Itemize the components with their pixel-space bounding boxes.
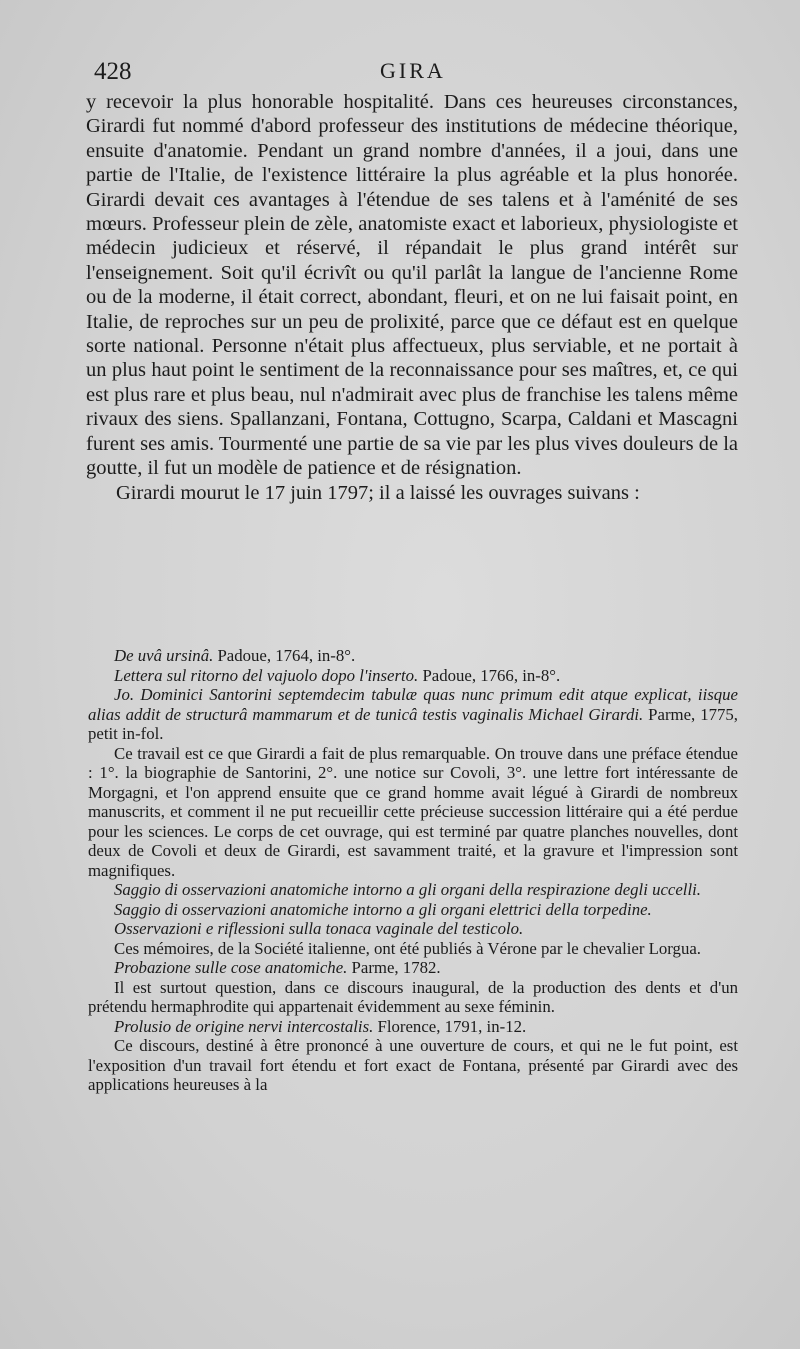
bibliography-entry bbox=[88, 646, 738, 666]
page-number: 428 bbox=[94, 58, 132, 85]
work-details: Ce discours, destiné à être prononcé à une ouverture de cours, et qui ne le fut point, est l'exposition d'un travail fort étendu et fort exact de Fontana, présenté par Girardi avec des applications heureuses à la bbox=[88, 1036, 738, 1094]
work-details: Parme, 1775, petit in-fol. bbox=[88, 704, 738, 743]
work-details: Padoue, 1764, in-8°. bbox=[213, 646, 356, 665]
work-details: Parme, 1782. bbox=[347, 958, 441, 977]
bibliography-entry bbox=[88, 958, 738, 978]
bibliography-entry bbox=[88, 666, 738, 686]
running-title: GIRA bbox=[380, 58, 446, 83]
work-details: Ces mémoires, de la Société italienne, ont été publiés à Vérone par le chevalier Lorgua. bbox=[114, 938, 701, 958]
bibliography-entry bbox=[88, 900, 738, 920]
bibliography-note bbox=[88, 978, 738, 1017]
work-details: Il est surtout question, dans ce discours inaugural, de la production des dents et d'un prétendu hermaphrodite qui appartenait évidemment au sexe féminin. bbox=[88, 977, 738, 1016]
work-title: Saggio di osservazioni anatomiche intorno a gli organi elettrici della torpedine. bbox=[114, 899, 652, 919]
page-header bbox=[90, 58, 740, 88]
bibliography-note bbox=[88, 744, 738, 881]
work-title: De uvâ ursinâ. bbox=[114, 646, 214, 665]
bibliography-entry bbox=[88, 919, 738, 939]
bibliography-note bbox=[88, 939, 738, 959]
work-details: Ce travail est ce que Girardi a fait de plus remarquable. On trouve dans une préface étendue : 1°. la biographie de Santorini, 2°. une notice sur Covoli, 3°. une lettre fort intéressante de Morgagni, et l'on apprend ensuite que ce grand homme avait légué à Girardi de nombreux manuscrits, et comment il ne put recueillir cette précieuse succession littéraire qui a été perdue pour les sciences. Le corps de cet ouvrage, qui est terminé par quatre planches nouvelles, dont deux de Covoli et deux de Girardi, est savamment traité, et la gravure et l'impression sont magnifiques. bbox=[88, 743, 738, 880]
work-title: Osservazioni e riflessioni sulla tonaca vaginale del testicolo. bbox=[114, 919, 524, 938]
work-title: Prolusio de origine nervi intercostalis. bbox=[114, 1016, 374, 1036]
work-details: Padoue, 1766, in-8°. bbox=[418, 665, 561, 685]
work-title: Probazione sulle cose anatomiche. bbox=[114, 958, 348, 977]
work-title: Lettera sul ritorno del vajuolo dopo l'inserto. bbox=[114, 665, 419, 685]
bibliography-entry bbox=[88, 1017, 738, 1037]
bibliography-entry bbox=[88, 880, 738, 900]
work-details: Florence, 1791, in-12. bbox=[373, 1016, 527, 1036]
main-text-block bbox=[86, 90, 738, 505]
body-paragraph: y recevoir la plus honorable hospitalité. Dans ces heureuses circonstances, Girardi fut nommé d'abord professeur des institutions de médecine théorique, ensuite d'anatomie. Pendant un grand nombre d'années, il a joui, dans une partie de l'Italie, de l'existence littéraire la plus agréable et la plus honorée. Girardi devait ces avantages à l'étendue de ses talens et à l'aménité de ses mœurs. Professeur plein de zèle, anatomiste exact et laborieux, physiologiste et médecin judicieux et réservé, il répandait le plus grand intérêt sur l'enseignement. Soit qu'il écrivît ou qu'il parlât la langue de l'ancienne Rome ou de la moderne, il était correct, abondant, fleuri, et on ne lui faisait point, en Italie, de reproches sur un peu de prolixité, parce que ce défaut est en quelque sorte national. Personne n'était plus affectueux, plus serviable, et ne portait à un plus haut point le sentiment de la reconnaissance pour ses maîtres, et, ce qui est plus rare et plus beau, nul n'admirait avec plus de franchise les talens même rivaux des siens. Spallanzani, Fontana, Cottugno, Scarpa, Caldani et Mascagni furent ses amis. Tourmenté une partie de sa vie par les plus vives douleurs de la goutte, il fut un modèle de patience et de résignation. bbox=[86, 91, 738, 480]
bibliography-list bbox=[88, 646, 738, 1095]
work-title: Saggio di osservazioni anatomiche intorno a gli organi della respirazione degli uccelli. bbox=[114, 880, 701, 899]
body-paragraph: Girardi mourut le 17 juin 1797; il a laissé les ouvrages suivans : bbox=[116, 481, 640, 504]
work-title: Jo. Dominici Santorini septemdecim tabulæ quas nunc primum edit atque explicat, iisque alias addit de structurâ mammarum et de tunicâ testis vaginalis Michael Girardi. bbox=[88, 685, 738, 724]
bibliography-entry bbox=[88, 685, 738, 744]
bibliography-note bbox=[88, 1036, 738, 1095]
